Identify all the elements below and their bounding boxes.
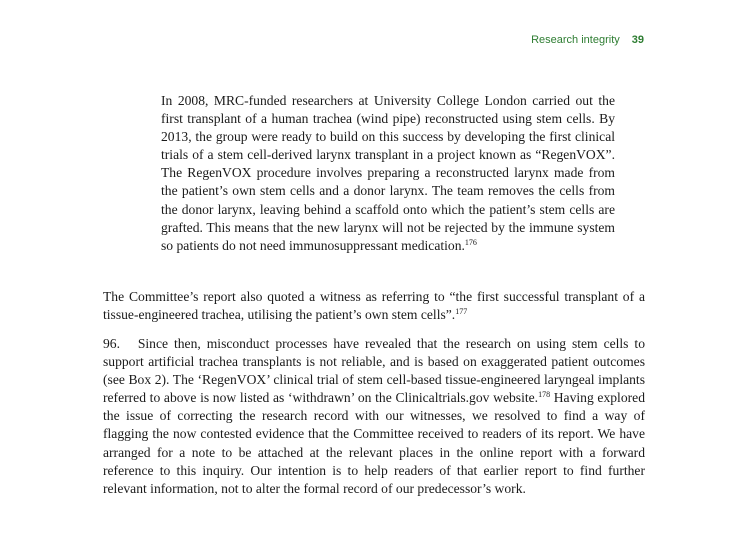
page-number: 39 xyxy=(631,34,644,46)
paragraph-text: The Committee’s report also quoted a witness as referring to “the first successful transplant of a tissue-engineered trachea, utilising the patient’s own stem cells”. xyxy=(103,289,645,323)
running-header xyxy=(531,34,644,46)
paragraph-text-before: Since then, misconduct processes have revealed that the research on using stem cells to support artificial trachea transplants is not reliable, and is based on exaggerated patient outcomes (see Box 2). The ‘RegenVOX’ clinical trial of stem cell-based tissue-engineered laryngeal implants referred to above is now listed as ‘withdrawn’ on the Clinicaltrials.gov website. xyxy=(103,336,645,406)
block-quote xyxy=(161,92,615,255)
paragraph-number: 96. xyxy=(103,336,120,351)
footnote-ref-178[interactable]: 178 xyxy=(538,390,551,400)
paragraph-text-after: Having explored the issue of correcting the research record with our witnesses, we resolved to find a way of flagging the now contested evidence that the Committee received to readers of its report. We have arranged for a note to be attached at the relevant places in the online report with a forward reference to this inquiry. Our intention is to help readers of that earlier report to find further relevant information, not to alter the formal record of our predecessor’s work. xyxy=(103,390,645,496)
quote-text: In 2008, MRC-funded researchers at University College London carried out the first transplant of a human trachea (wind pipe) reconstructed using stem cells. By 2013, the group were ready to build on this success by developing the first clinical trials of a stem cell-derived larynx transplant in a project known as “RegenVOX”. The RegenVOX procedure involves preparing a reconstructed larynx made from the patient’s own stem cells and a donor larynx. The team removes the cells from the donor larynx, leaving behind a scaffold onto which the patient’s stem cells are grafted. This means that the new larynx will not be rejected by the immune system so patients do not need immunosuppressant medication. xyxy=(161,93,615,253)
paragraph-committee-report xyxy=(103,288,645,324)
footnote-ref-176[interactable]: 176 xyxy=(464,237,477,247)
section-title: Research integrity xyxy=(531,34,620,46)
paragraph-96 xyxy=(103,335,645,498)
footnote-ref-177[interactable]: 177 xyxy=(455,307,468,317)
